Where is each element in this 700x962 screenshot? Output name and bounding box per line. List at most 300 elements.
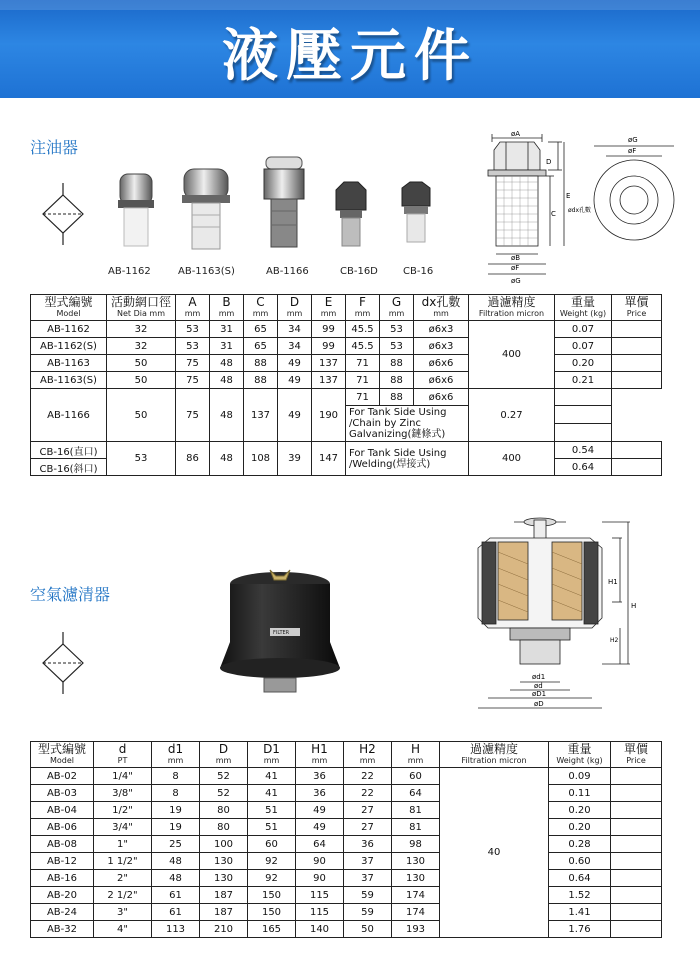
- cell-weight: 0.20: [549, 819, 611, 836]
- table-cell: AB-08: [31, 836, 94, 853]
- column-header: [346, 295, 380, 321]
- column-header: [392, 742, 440, 768]
- table-row: [31, 819, 662, 836]
- column-header: [612, 295, 662, 321]
- cb16d-product-image: [330, 180, 372, 250]
- table-row: [31, 355, 662, 372]
- table-cell: 1/4": [94, 768, 152, 785]
- table-cell: ø6x6: [414, 372, 469, 389]
- table-cell: 137: [312, 372, 346, 389]
- dim-label-f: øF: [511, 264, 520, 272]
- cell-weight: 0.11: [549, 785, 611, 802]
- cell-price: [611, 785, 662, 802]
- table-cell: 27: [344, 802, 392, 819]
- cell-model: CB-16(直口): [31, 442, 107, 459]
- cell-weight: 0.07: [555, 338, 612, 355]
- column-header-sublabel: Model: [56, 309, 81, 318]
- column-header: [31, 742, 94, 768]
- column-header: [312, 295, 346, 321]
- cell-weight: 0.20: [549, 802, 611, 819]
- cell-weight: 0.64: [549, 870, 611, 887]
- oil-filler-spec-table: [30, 294, 662, 476]
- table-cell: 4": [94, 921, 152, 938]
- cell-price: [611, 870, 662, 887]
- table-cell: AB-06: [31, 819, 94, 836]
- table-cell: 48: [152, 870, 200, 887]
- table-cell: 130: [200, 870, 248, 887]
- table-cell: ø6x3: [414, 338, 469, 355]
- table-cell: 49: [278, 355, 312, 372]
- table-row: [31, 836, 662, 853]
- cell-a: 75: [176, 389, 210, 442]
- table-cell: ø6x3: [414, 321, 469, 338]
- table-cell: 45.5: [346, 321, 380, 338]
- column-header: [414, 295, 469, 321]
- table-cell: 51: [248, 802, 296, 819]
- table-cell: 71: [346, 355, 380, 372]
- air-filter-dimension-diagram: [470, 512, 670, 718]
- column-header-label: D1: [263, 742, 280, 756]
- table-cell: 81: [392, 802, 440, 819]
- dim-label-f2: øF: [628, 147, 637, 155]
- column-header-sublabel: mm: [252, 309, 269, 318]
- table-cell: AB-16: [31, 870, 94, 887]
- section-title-air-filter: 空氣濾清器: [30, 585, 111, 604]
- column-header-label: 重量: [570, 295, 595, 309]
- table-row: [31, 442, 662, 459]
- cell-price: [555, 389, 612, 406]
- column-header-sublabel: Filtration micron: [461, 756, 527, 765]
- cell-price: [611, 819, 662, 836]
- dim-label-d-small: ød: [534, 682, 543, 690]
- column-header-label: H: [410, 742, 421, 756]
- cell-price: [612, 355, 662, 372]
- column-header: [200, 742, 248, 768]
- table-cell: 150: [248, 904, 296, 921]
- cell-price: [612, 338, 662, 355]
- table-cell: 49: [296, 819, 344, 836]
- table-cell: 99: [312, 321, 346, 338]
- table-cell: 31: [210, 338, 244, 355]
- cell-price: [612, 321, 662, 338]
- cell-price: [555, 406, 612, 424]
- column-header-sublabel: mm: [320, 309, 337, 318]
- column-header-label: dx孔數: [421, 295, 461, 309]
- column-header-sublabel: mm: [215, 756, 232, 765]
- column-header-sublabel: mm: [218, 309, 235, 318]
- table-cell: 1": [94, 836, 152, 853]
- cell-weight: 0.64: [555, 459, 612, 476]
- table-cell: 1 1/2": [94, 853, 152, 870]
- column-header-sublabel: mm: [407, 756, 424, 765]
- cell-price: [611, 904, 662, 921]
- column-header-label: F: [359, 295, 366, 309]
- oil-filler-dimension-diagram: [478, 128, 688, 288]
- table-cell: 98: [392, 836, 440, 853]
- column-header-label: A: [188, 295, 197, 309]
- cell-weight: 0.28: [549, 836, 611, 853]
- cell-d: 39: [278, 442, 312, 476]
- table-cell: 3": [94, 904, 152, 921]
- table-cell: 41: [248, 785, 296, 802]
- cell-weight: 0.54: [555, 442, 612, 459]
- table-cell: 48: [210, 372, 244, 389]
- table-cell: 80: [200, 819, 248, 836]
- table-cell: 115: [296, 904, 344, 921]
- cell-filtration: 40: [440, 768, 549, 938]
- air-filter-product-image: [214, 562, 346, 698]
- cell-a: 86: [176, 442, 210, 476]
- cell-e: 190: [312, 389, 346, 442]
- cell-c: 108: [244, 442, 278, 476]
- column-header-sublabel: Model: [49, 756, 75, 765]
- cell-price: [611, 768, 662, 785]
- cell-c: 137: [244, 389, 278, 442]
- table-cell: 99: [312, 338, 346, 355]
- table-cell: 90: [296, 870, 344, 887]
- column-header-label: 過濾精度: [487, 295, 536, 309]
- cell-note-welding: For Tank Side Using /Welding(焊接式): [346, 442, 469, 476]
- table-cell: 90: [296, 853, 344, 870]
- table-cell: AB-02: [31, 768, 94, 785]
- column-header: [469, 295, 555, 321]
- table-cell: AB-12: [31, 853, 94, 870]
- table-cell: 150: [248, 887, 296, 904]
- dim-label-h1: H1: [608, 578, 618, 586]
- table-cell: 137: [312, 355, 346, 372]
- table-row: [31, 802, 662, 819]
- table-cell: 52: [200, 768, 248, 785]
- table-cell: 75: [176, 372, 210, 389]
- column-header: [549, 742, 611, 768]
- table-cell: 48: [210, 355, 244, 372]
- table-cell: 174: [392, 887, 440, 904]
- table-cell: 115: [296, 887, 344, 904]
- column-header-sublabel: Filtration micron: [478, 309, 545, 318]
- table-cell: 36: [296, 785, 344, 802]
- cell-net-dia: 50: [107, 389, 176, 442]
- table-cell: 19: [152, 819, 200, 836]
- table-cell: 50: [344, 921, 392, 938]
- column-header-label: 重量: [567, 742, 592, 756]
- column-header-label: B: [222, 295, 231, 309]
- ab1163s-product-image: [178, 165, 234, 253]
- caption-cb16d: CB-16D: [340, 266, 378, 277]
- table-cell: 51: [248, 819, 296, 836]
- dim-label-d: øD: [534, 700, 544, 708]
- dim-label-g2: øG: [628, 136, 638, 144]
- column-header: [248, 742, 296, 768]
- table-cell: 37: [344, 853, 392, 870]
- dim-label-c: C: [551, 210, 556, 218]
- table-row: [31, 887, 662, 904]
- table-cell: 88: [244, 355, 278, 372]
- table-cell: 36: [344, 836, 392, 853]
- table-cell: 130: [200, 853, 248, 870]
- column-header: [176, 295, 210, 321]
- column-header: [31, 295, 107, 321]
- column-header-label: H1: [311, 742, 328, 756]
- table-cell: 60: [392, 768, 440, 785]
- table-cell: 53: [176, 321, 210, 338]
- cell-model: CB-16(斜口): [31, 459, 107, 476]
- table-row: [31, 338, 662, 355]
- table-cell: 65: [244, 338, 278, 355]
- table-cell: 45.5: [346, 338, 380, 355]
- table-cell: 64: [296, 836, 344, 853]
- column-header-sublabel: Price: [626, 309, 647, 318]
- column-header-sublabel: mm: [167, 756, 184, 765]
- cb16-product-image: [396, 180, 436, 246]
- table-cell: 52: [200, 785, 248, 802]
- table-cell: 48: [152, 853, 200, 870]
- table-cell: 32: [107, 321, 176, 338]
- table-cell: 25: [152, 836, 200, 853]
- table-cell: AB-32: [31, 921, 94, 938]
- cell-g: 88: [380, 389, 414, 406]
- dim-label-hole: ødx孔數: [568, 207, 592, 214]
- table-cell: ø6x6: [414, 355, 469, 372]
- table-cell: 92: [248, 870, 296, 887]
- column-header-sublabel: mm: [263, 756, 280, 765]
- product-label: FILTER: [273, 630, 290, 636]
- table-cell: 53: [176, 338, 210, 355]
- dim-label-d: D: [546, 158, 552, 166]
- table-cell: 50: [107, 372, 176, 389]
- column-header-sublabel: mm: [388, 309, 405, 318]
- table-cell: 113: [152, 921, 200, 938]
- cell-f: 71: [346, 389, 380, 406]
- column-header-label: 活動網口徑: [110, 295, 171, 309]
- column-header: [296, 742, 344, 768]
- dim-label-g: øG: [511, 277, 521, 285]
- column-header-sublabel: mm: [359, 756, 376, 765]
- table-cell: 3/8": [94, 785, 152, 802]
- table-cell: AB-1162(S): [31, 338, 107, 355]
- column-header: [555, 295, 612, 321]
- column-header-label: D: [289, 295, 300, 309]
- table-cell: 27: [344, 819, 392, 836]
- table-cell: 130: [392, 853, 440, 870]
- column-header: [344, 742, 392, 768]
- table-cell: 41: [248, 768, 296, 785]
- cell-price: [611, 887, 662, 904]
- table-cell: 81: [392, 819, 440, 836]
- dim-label-h: H: [631, 602, 637, 610]
- cell-b: 48: [210, 389, 244, 442]
- table-cell: 193: [392, 921, 440, 938]
- table-cell: 50: [107, 355, 176, 372]
- column-header: [611, 742, 662, 768]
- table-header-row: [31, 295, 662, 321]
- column-header-label: 過濾精度: [469, 742, 518, 756]
- column-header: [152, 742, 200, 768]
- cell-weight: 0.20: [555, 355, 612, 372]
- table-cell: 53: [380, 321, 414, 338]
- dim-label-b: øB: [511, 254, 521, 262]
- table-cell: AB-03: [31, 785, 94, 802]
- table-cell: 92: [248, 853, 296, 870]
- table-cell: 37: [344, 870, 392, 887]
- ab1162-product-image: [112, 172, 160, 248]
- cell-price: [612, 459, 662, 476]
- column-header-sublabel: Weight (kg): [556, 756, 603, 765]
- cell-price: [612, 442, 662, 459]
- dim-label-e: E: [566, 192, 571, 200]
- table-cell: 71: [346, 372, 380, 389]
- table-row: [31, 768, 662, 785]
- caption-ab1166: AB-1166: [266, 266, 309, 277]
- column-header-label: d1: [167, 742, 184, 756]
- cell-dx: ø6x6: [414, 389, 469, 406]
- column-header-sublabel: mm: [184, 309, 201, 318]
- cell-price: [555, 424, 612, 442]
- table-cell: 34: [278, 338, 312, 355]
- column-header-label: 單價: [623, 742, 648, 756]
- dim-label-d1: øD1: [532, 690, 547, 698]
- cell-d: 49: [278, 389, 312, 442]
- caption-ab1163s: AB-1163(S): [178, 266, 235, 277]
- column-header-sublabel: mm: [311, 756, 328, 765]
- table-cell: 34: [278, 321, 312, 338]
- table-cell: 165: [248, 921, 296, 938]
- cell-price: [612, 372, 662, 389]
- cell-price: [611, 853, 662, 870]
- table-cell: 187: [200, 904, 248, 921]
- cell-filtration: 400: [469, 442, 555, 476]
- table-cell: 8: [152, 768, 200, 785]
- table-row: [31, 321, 662, 338]
- table-row: [31, 389, 662, 406]
- table-cell: AB-1163: [31, 355, 107, 372]
- ab1166-product-image: [262, 155, 306, 251]
- table-cell: 22: [344, 785, 392, 802]
- table-cell: 88: [380, 355, 414, 372]
- column-header-sublabel: mm: [354, 309, 371, 318]
- table-cell: 65: [244, 321, 278, 338]
- cell-weight: 1.52: [549, 887, 611, 904]
- table-cell: 59: [344, 887, 392, 904]
- column-header-label: C: [256, 295, 265, 309]
- table-cell: AB-1162: [31, 321, 107, 338]
- column-header: [94, 742, 152, 768]
- cell-b: 48: [210, 442, 244, 476]
- air-filter-spec-table: [30, 741, 662, 938]
- column-header-label: 單價: [624, 295, 649, 309]
- table-cell: 49: [296, 802, 344, 819]
- cell-net-dia: 53: [107, 442, 176, 476]
- cell-weight: 0.60: [549, 853, 611, 870]
- table-cell: 60: [248, 836, 296, 853]
- cell-note-chain: For Tank Side Using /Chain by Zinc Galvanizing(鏈條式): [346, 406, 469, 442]
- table-cell: 174: [392, 904, 440, 921]
- cell-price: [611, 921, 662, 938]
- table-cell: 8: [152, 785, 200, 802]
- table-cell: 49: [278, 372, 312, 389]
- column-header: [210, 295, 244, 321]
- table-cell: AB-20: [31, 887, 94, 904]
- column-header: [440, 742, 549, 768]
- column-header-label: d: [118, 742, 127, 756]
- column-header-sublabel: mm: [433, 309, 449, 318]
- table-cell: 61: [152, 887, 200, 904]
- column-header-sublabel: Net Dia mm: [117, 309, 165, 318]
- filter-symbol-icon: [38, 632, 88, 694]
- column-header-label: E: [324, 295, 333, 309]
- caption-cb16: CB-16: [403, 266, 434, 277]
- table-cell: 140: [296, 921, 344, 938]
- column-header: [244, 295, 278, 321]
- table-cell: 61: [152, 904, 200, 921]
- table-cell: 2": [94, 870, 152, 887]
- column-header: [380, 295, 414, 321]
- cell-e: 147: [312, 442, 346, 476]
- table-cell: 31: [210, 321, 244, 338]
- table-row: [31, 372, 662, 389]
- cell-price: [611, 802, 662, 819]
- dim-label-h2: H2: [610, 637, 619, 644]
- table-row: [31, 853, 662, 870]
- dim-label-d1-small: ød1: [532, 673, 546, 681]
- column-header-sublabel: Weight (kg): [559, 309, 607, 318]
- cell-weight: 0.27: [469, 389, 555, 442]
- table-cell: 1/2": [94, 802, 152, 819]
- table-cell: 187: [200, 887, 248, 904]
- cell-weight: 0.07: [555, 321, 612, 338]
- column-header-label: D: [218, 742, 229, 756]
- table-row: [31, 921, 662, 938]
- page-title: 液壓元件: [222, 23, 478, 89]
- column-header-sublabel: PT: [117, 756, 128, 765]
- table-cell: 64: [392, 785, 440, 802]
- table-cell: 22: [344, 768, 392, 785]
- column-header-sublabel: Price: [626, 756, 646, 765]
- table-cell: 80: [200, 802, 248, 819]
- table-cell: 130: [392, 870, 440, 887]
- cell-model: AB-1166: [31, 389, 107, 442]
- caption-ab1162: AB-1162: [108, 266, 151, 277]
- table-cell: 59: [344, 904, 392, 921]
- table-cell: 210: [200, 921, 248, 938]
- cell-weight: 1.76: [549, 921, 611, 938]
- dim-label-a: øA: [511, 130, 521, 138]
- table-cell: 88: [380, 372, 414, 389]
- filter-symbol-icon: [38, 183, 88, 245]
- table-cell: 2 1/2": [94, 887, 152, 904]
- table-cell: 32: [107, 338, 176, 355]
- section-title-oil-filler: 注油器: [30, 138, 79, 157]
- column-header: [278, 295, 312, 321]
- table-cell: 100: [200, 836, 248, 853]
- column-header-label: H2: [359, 742, 376, 756]
- cell-weight: 0.21: [555, 372, 612, 389]
- cell-weight: 0.09: [549, 768, 611, 785]
- table-cell: AB-24: [31, 904, 94, 921]
- table-header-row: [31, 742, 662, 768]
- table-cell: 75: [176, 355, 210, 372]
- cell-filtration: 400: [469, 321, 555, 389]
- table-cell: 53: [380, 338, 414, 355]
- table-row: [31, 904, 662, 921]
- column-header: [107, 295, 176, 321]
- table-cell: AB-04: [31, 802, 94, 819]
- column-header-label: G: [391, 295, 402, 309]
- cell-weight: 1.41: [549, 904, 611, 921]
- table-cell: 3/4": [94, 819, 152, 836]
- column-header-label: 型式編號: [37, 742, 86, 756]
- table-cell: 19: [152, 802, 200, 819]
- cell-price: [611, 836, 662, 853]
